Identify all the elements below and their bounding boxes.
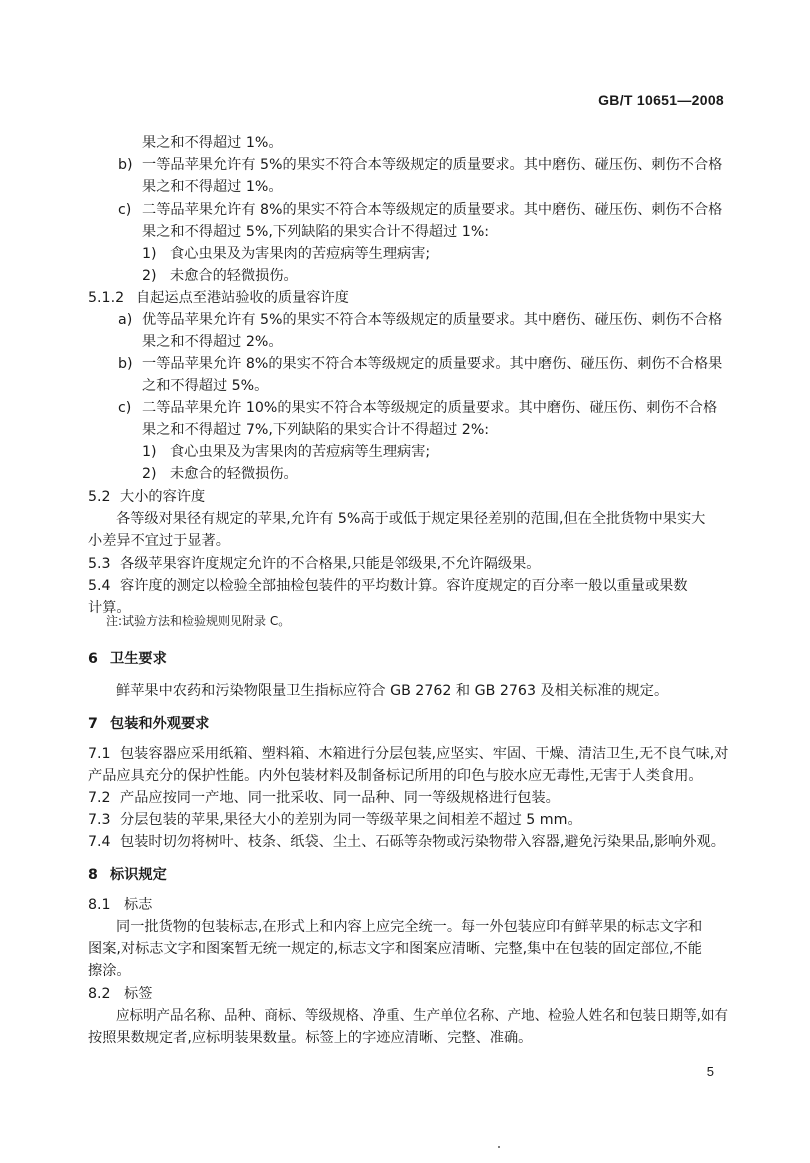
text-line: 同一批货物的包装标志,在形式上和内容上应完全统一。每一外包装应印有鲜苹果的标志文字和 [116, 919, 703, 935]
chapter-number: 7 [88, 716, 98, 732]
section-number: 5.2 [88, 489, 111, 505]
text-line: 产品应具充分的保护性能。内外包装材料及制备标记所用的印色与胶水应无毒性,无害于人类食用。 [88, 768, 703, 784]
text-line: 优等品苹果允许有 5%的果实不符合本等级规定的质量要求。其中磨伤、碰压伤、刺伤不合格 [142, 312, 723, 328]
text-line: 包装容器应采用纸箱、塑料箱、木箱进行分层包装,应坚实、牢固、干燥、清洁卫生,无不良气味,对 [120, 746, 729, 762]
section-number: 7.4 [88, 834, 111, 850]
item-label: c) [118, 400, 132, 416]
section-number: 7.3 [88, 812, 111, 828]
scan-speck [498, 1146, 500, 1148]
text-line: 二等品苹果允许 10%的果实不符合本等级规定的质量要求。其中磨伤、碰压伤、刺伤不合格 [142, 400, 718, 416]
chapter-heading: 包装和外观要求 [110, 716, 210, 732]
item-label: b) [118, 356, 133, 372]
text-line: 按照果数规定者,应标明装果数量。标签上的字迹应清晰、完整、准确。 [88, 1030, 533, 1046]
section-number: 7.1 [88, 746, 111, 762]
text-line: 小差异不宜过于显著。 [88, 533, 230, 549]
section-number: 5.3 [88, 556, 111, 572]
chapter-number: 6 [88, 651, 98, 667]
item-label: 2) [142, 268, 157, 284]
chapter-number: 8 [88, 867, 98, 883]
standard-code: GB/T 10651—2008 [598, 92, 724, 108]
section-heading: 标志 [124, 897, 153, 913]
text-line: 果之和不得超过 5%,下列缺陷的果实合计不得超过 1%: [142, 224, 490, 240]
text-line: 果之和不得超过 1%。 [142, 135, 283, 151]
text-line: 二等品苹果允许有 8%的果实不符合本等级规定的质量要求。其中磨伤、碰压伤、刺伤不合格 [142, 202, 723, 218]
section-number: 8.2 [88, 986, 111, 1002]
text-line: 未愈合的轻微损伤。 [170, 466, 298, 482]
chapter-heading: 卫生要求 [110, 651, 167, 667]
page-number: 5 [706, 1064, 714, 1079]
text-line: 一等品苹果允许有 5%的果实不符合本等级规定的质量要求。其中磨伤、碰压伤、刺伤不合格 [142, 157, 723, 173]
text-line: 未愈合的轻微损伤。 [170, 268, 298, 284]
text-line: 各等级对果径有规定的苹果,允许有 5%高于或低于规定果径差别的范围,但在全批货物中果实大 [116, 511, 706, 527]
text-line: 食心虫果及为害果肉的苦痘病等生理病害; [170, 444, 431, 460]
text-line: 产品应按同一产地、同一批采收、同一品种、同一等级规格进行包装。 [120, 790, 560, 806]
section-heading: 标签 [124, 986, 153, 1002]
item-label: 2) [142, 466, 157, 482]
chapter-heading: 标识规定 [110, 867, 167, 883]
text-line: 擦涂。 [88, 963, 131, 979]
section-heading: 自起运点至港站验收的质量容许度 [136, 290, 349, 306]
item-label: 1) [142, 246, 157, 262]
section-number: 5.1.2 [88, 290, 125, 306]
text-line: 图案,对标志文字和图案暂无统一规定的,标志文字和图案应清晰、完整,集中在包装的固定部位,不能 [88, 941, 702, 957]
section-number: 8.1 [88, 897, 111, 913]
item-label: a) [118, 312, 133, 328]
text-line: 食心虫果及为害果肉的苦痘病等生理病害; [170, 246, 431, 262]
text-line: 果之和不得超过 7%,下列缺陷的果实合计不得超过 2%: [142, 422, 490, 438]
text-line: 果之和不得超过 2%。 [142, 334, 283, 350]
text-line: 一等品苹果允许 8%的果实不符合本等级规定的质量要求。其中磨伤、碰压伤、刺伤不合格果 [142, 356, 723, 372]
text-line: 计算。 [88, 600, 131, 616]
item-label: 1) [142, 444, 157, 460]
text-line: 应标明产品名称、品种、商标、等级规格、净重、生产单位名称、产地、检验人姓名和包装日期等,如有 [116, 1008, 728, 1024]
text-line: 包装时切勿将树叶、枝条、纸袋、尘土、石砾等杂物或污染物带入容器,避免污染果品,影响外观。 [120, 834, 725, 850]
item-label: c) [118, 202, 132, 218]
note: 注:试验方法和检验规则见附录 C。 [106, 614, 291, 628]
text-line: 分层包装的苹果,果径大小的差别为同一等级苹果之间相差不超过 5 mm。 [120, 812, 582, 828]
text-line: 鲜苹果中农药和污染物限量卫生指标应符合 GB 2762 和 GB 2763 及相关标准的规定。 [116, 683, 669, 699]
text-line: 各级苹果容许度规定允许的不合格果,只能是邻级果,不允许隔级果。 [120, 556, 541, 572]
text-line: 之和不得超过 5%。 [142, 378, 269, 394]
section-heading: 大小的容许度 [120, 489, 206, 505]
text-line: 果之和不得超过 1%。 [142, 179, 283, 195]
section-number: 7.2 [88, 790, 111, 806]
section-number: 5.4 [88, 578, 111, 594]
text-line: 容许度的测定以检验全部抽检包装件的平均数计算。容许度规定的百分率一般以重量或果数 [120, 578, 688, 594]
item-label: b) [118, 157, 133, 173]
